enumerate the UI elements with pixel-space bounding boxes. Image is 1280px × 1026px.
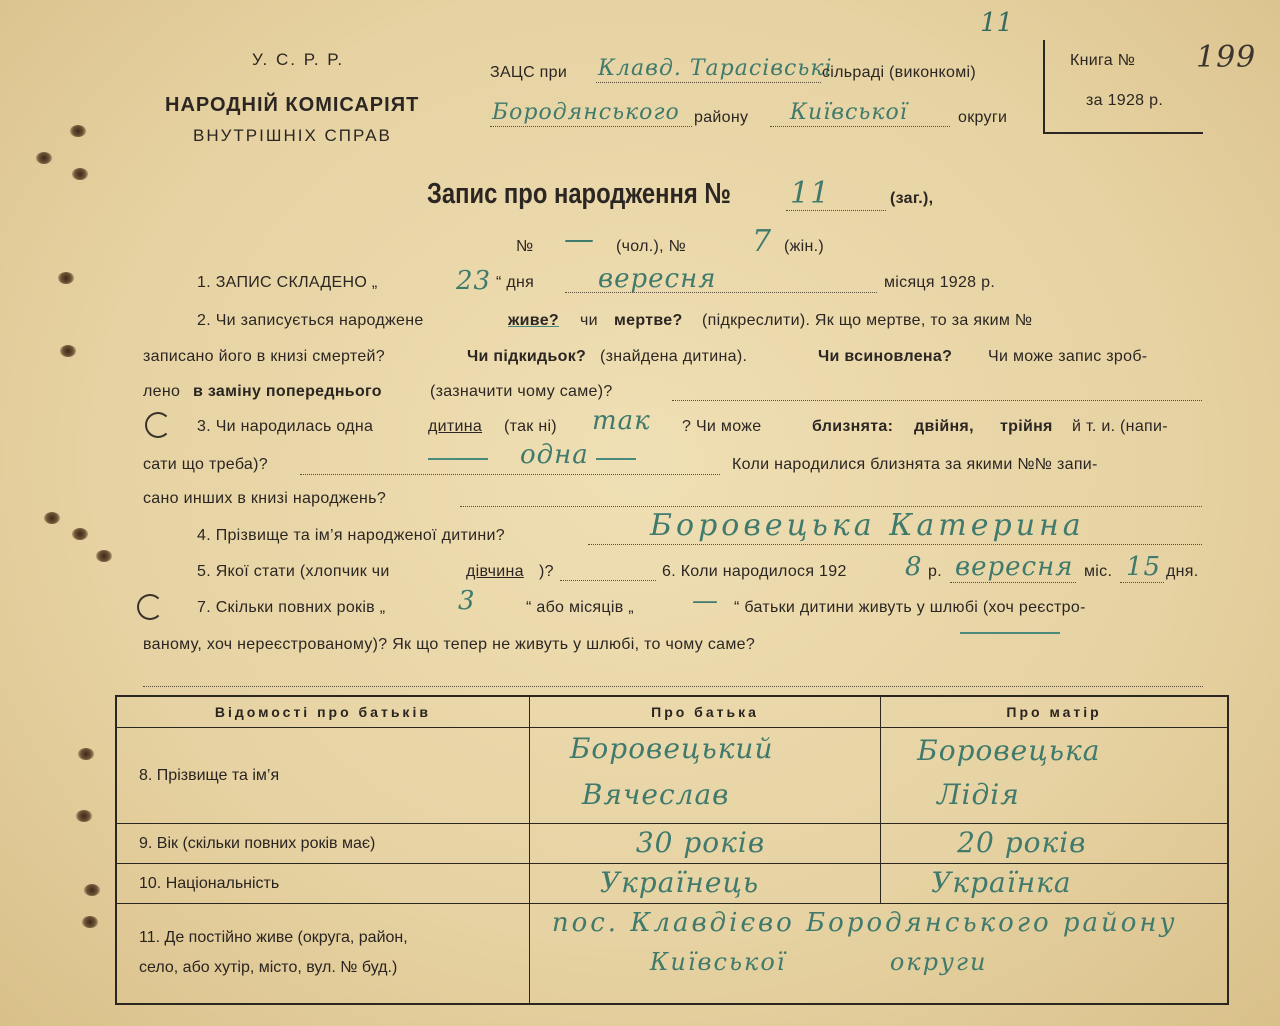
q7-months: — [692, 586, 719, 616]
commissariat-heading: НАРОДНІЙ КОМІСАРІЯТ [165, 94, 420, 116]
q7-line2: ваному, хоч нереєстрованому)? Як що тепер не живуть у шлюбі, то чому саме? [143, 636, 756, 653]
q1-label: 1. ЗАПИС СКЛАДЕНО „ [197, 274, 378, 291]
father-age: 30 років [635, 826, 766, 859]
q6-day: 15 [1126, 552, 1162, 582]
q6-label: 6. Коли народилося 192 [662, 563, 847, 580]
q1-day-label: “ дня [496, 274, 535, 291]
row-label-name: 8. Прізвище та ім’я [116, 728, 529, 824]
q7-text: 7. Скільки повних років „ [197, 599, 386, 616]
male-number-prefix: № [516, 238, 534, 255]
mother-first-name: Лідія [937, 778, 1020, 811]
male-number-label: (чол.), № [616, 238, 687, 255]
q3-double: двійня, [914, 418, 974, 435]
father-age-cell [529, 824, 880, 864]
internal-affairs-heading: ВНУТРІШНІХ СПРАВ [193, 126, 392, 145]
top-mark: 11 [980, 8, 1014, 38]
record-number: 11 [790, 176, 831, 211]
male-number: — [564, 222, 595, 257]
q5-label-b: )? [539, 563, 554, 580]
q3-line2: сати що треба)? [143, 456, 268, 473]
q5-girl: дівчина [466, 563, 524, 580]
column-header-mother: Про матір [881, 696, 1228, 728]
q3-text-d: й т. и. (напи- [1072, 418, 1168, 435]
q6-day-label: дня. [1166, 563, 1199, 580]
q3-text: 3. Чи народилась одна [197, 418, 374, 435]
zags-prefix: ЗАЦС при [490, 64, 568, 81]
dotted-line [560, 580, 656, 581]
q2-replacement: в заміну попереднього [193, 383, 382, 400]
q4-label: 4. Прізвище та ім’я народженої дитини? [197, 527, 505, 544]
father-name-cell [529, 728, 880, 824]
mother-name-cell [881, 728, 1228, 824]
okrug-label: округи [958, 109, 1008, 126]
row-label-residence-line: 11. Де постійно живе (округа, район, [139, 929, 408, 947]
punch-hole [36, 152, 52, 164]
q2-dead: мертве? [614, 312, 683, 329]
dotted-line [490, 126, 692, 127]
column-header-info: Відомості про батьків [116, 696, 529, 728]
father-nationality-cell [529, 864, 880, 904]
okrug-name: Київської [790, 100, 908, 125]
punch-hole [44, 512, 60, 524]
q2-adopted: Чи всиновлена? [818, 348, 953, 365]
dotted-line [588, 544, 1202, 545]
q7-text-c: “ батьки дитини живуть у шлюбі (хоч реєстро- [734, 599, 1086, 616]
record-title: Запис про народження № [427, 178, 731, 210]
parents-table [115, 695, 1229, 1005]
punch-hole [78, 748, 94, 760]
book-label: Книга № [1070, 52, 1136, 69]
punch-hole [82, 916, 98, 928]
ink-dash [428, 458, 488, 460]
punch-hole [72, 528, 88, 540]
q6-month-label: міс. [1084, 563, 1113, 580]
punch-hole [72, 168, 88, 180]
district-label: району [694, 109, 749, 126]
q6-year-suffix: р. [928, 563, 942, 580]
zags-village: Клавд. Тарасівські [598, 56, 833, 81]
q2-foundling: Чи підкидьок? [467, 348, 587, 365]
female-number: 7 [752, 224, 773, 259]
q3-child: дитина [428, 418, 483, 435]
q2-or: чи [580, 312, 598, 329]
residence-line-2: Київської [649, 948, 787, 976]
q1-month-label: місяця 1928 р. [884, 274, 996, 291]
punch-hole [96, 550, 112, 562]
q3-triple: трійня [1000, 418, 1053, 435]
table-row [116, 824, 1228, 864]
record-general-suffix: (заг.), [890, 190, 934, 207]
dotted-line [596, 82, 821, 83]
q2-alive: живе? [508, 312, 559, 329]
dotted-line [460, 506, 1202, 507]
q3-yes-no: (так ні) [504, 418, 557, 435]
row-label-residence [116, 904, 529, 1004]
dotted-line [786, 210, 886, 211]
table-row [116, 728, 1228, 824]
q3-text-b: ? Чи може [682, 418, 762, 435]
residence-line-3: округи [889, 948, 988, 976]
ink-dash [596, 458, 636, 460]
book-year: за 1928 р. [1086, 92, 1164, 109]
mother-nationality-cell [881, 864, 1228, 904]
punch-hole [76, 810, 92, 822]
female-number-label: (жін.) [784, 238, 824, 255]
q2-line2-c: Чи може запис зроб- [988, 348, 1148, 365]
q2-line2: записано його в книзі смертей? [143, 348, 385, 365]
punch-hole [70, 125, 86, 137]
circle-mark-icon [137, 594, 163, 620]
q3-one: одна [520, 440, 589, 470]
residence-cell [529, 904, 1228, 1004]
column-header-father: Про батька [529, 696, 880, 728]
q5-label: 5. Якої стати (хлопчик чи [197, 563, 390, 580]
q6-month: вересня [955, 552, 1074, 582]
q3-yes: так [592, 406, 651, 436]
father-first-name: Вячеслав [581, 778, 730, 811]
dotted-line [565, 292, 877, 293]
q2-text: 2. Чи записується народжене [197, 312, 424, 329]
q6-year-digit: 8 [905, 552, 923, 582]
ussr-label: У. С. Р. Р. [252, 50, 345, 69]
q2-text-b: (підкреслити). Як що мертве, то за яким № [702, 312, 1033, 329]
district-name: Бородянського [492, 100, 680, 125]
ink-dash [960, 632, 1060, 634]
row-label-nationality: 10. Національність [116, 864, 529, 904]
q1-month: вересня [598, 264, 717, 294]
father-nationality: Українець [599, 866, 760, 899]
table-row [116, 864, 1228, 904]
residence-line-1: пос. Клавдієво Бородянського району [551, 908, 1178, 938]
dotted-line [950, 582, 1076, 583]
row-label-residence-line: село, або хутір, місто, вул. № буд.) [139, 959, 398, 977]
mother-nationality: Українка [931, 866, 1072, 899]
circle-mark-icon [145, 412, 171, 438]
mother-age-cell [881, 824, 1228, 864]
book-number: 199 [1196, 40, 1257, 75]
table-row [116, 904, 1228, 1004]
q2-line3-b: (зазначити чому саме)? [430, 383, 613, 400]
punch-hole [58, 272, 74, 284]
q4-child-name: Боровецька Катерина [650, 508, 1085, 543]
dotted-line [672, 400, 1202, 401]
punch-hole [84, 884, 100, 896]
mother-surname: Боровецька [917, 734, 1101, 767]
q1-day: 23 [456, 266, 492, 296]
q7-years: 3 [458, 586, 476, 616]
q3-line2-b: Коли народилися близнята за якими №№ запи- [732, 456, 1098, 473]
punch-hole [60, 345, 76, 357]
father-surname: Боровецький [569, 732, 774, 765]
q2-found-child: (знайдена дитина). [600, 348, 748, 365]
q3-line3: сано инших в книзі народжень? [143, 490, 387, 507]
dotted-line [1120, 582, 1164, 583]
q3-twins: близнята: [812, 418, 894, 435]
row-label-age: 9. Вік (скільки повних років має) [116, 824, 529, 864]
dotted-line [300, 474, 720, 475]
mother-age: 20 років [957, 826, 1087, 859]
dotted-line [770, 126, 950, 127]
q2-line3: лено [143, 383, 181, 400]
dotted-line [143, 686, 1203, 687]
q7-months-label: “ або місяців „ [526, 599, 634, 616]
zags-council-label: сільраді (виконкомі) [822, 64, 976, 81]
